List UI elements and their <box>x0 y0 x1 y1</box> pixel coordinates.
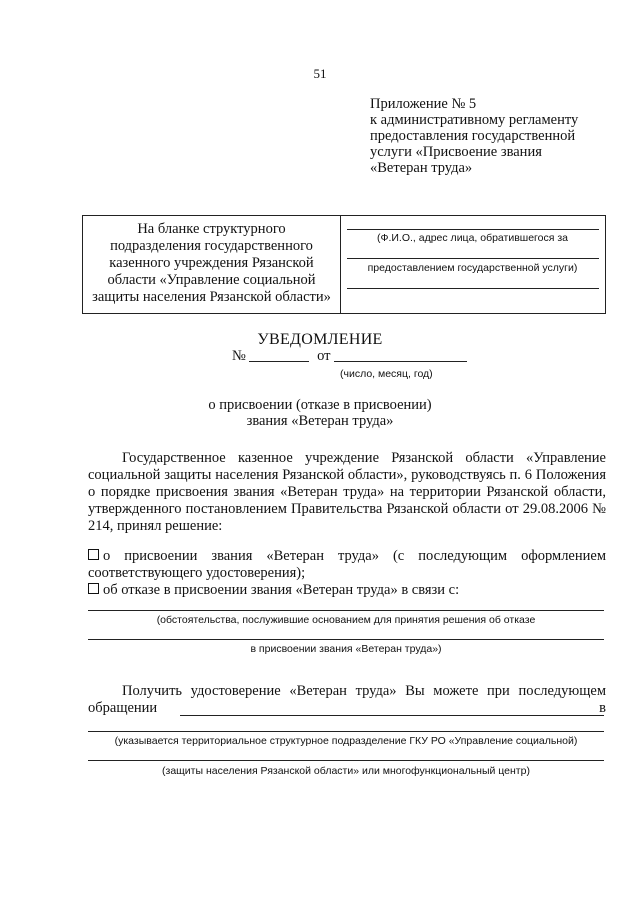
obtain-caption-2: (защиты населения Рязанской области» или многофункциональный центр) <box>162 765 530 777</box>
refusal-reason-line-1[interactable] <box>88 610 604 611</box>
letterhead-line: На бланке структурного <box>137 221 286 237</box>
number-label: № <box>232 348 246 364</box>
refuse-checkbox[interactable] <box>88 583 99 594</box>
obtain-place-line-3[interactable] <box>88 760 604 761</box>
obtain-text: Получить удостоверение «Ветеран труда» Вы можете при последующем обращении в <box>88 683 606 716</box>
recipient-caption-1: (Ф.И.О., адрес лица, обратившегося за <box>376 232 569 244</box>
notice-subject <box>0 397 640 429</box>
letterhead-line: защиты населения Рязанской области» <box>92 289 331 305</box>
obtain-paragraph <box>88 683 606 717</box>
option-assign <box>88 548 606 582</box>
number-date-line <box>232 348 467 365</box>
appendix-line: предоставления государственной <box>370 128 576 144</box>
refusal-caption-1: (обстоятельства, послужившие основанием для принятия решения об отказе <box>156 614 536 626</box>
recipient-line-2[interactable] <box>347 258 599 259</box>
obtain-caption-1: (указывается территориальное структурное подразделение ГКУ РО «Управление социальной) <box>114 735 578 747</box>
option-refuse-text: об отказе в присвоении звания «Ветеран труда» в связи с: <box>103 582 460 598</box>
option-refuse <box>88 582 606 599</box>
letterhead-line: области «Управление социальной <box>107 272 316 288</box>
obtain-place-line[interactable] <box>180 715 604 716</box>
notice-title: УВЕДОМЛЕНИЕ <box>257 331 383 348</box>
recipient-line-1[interactable] <box>347 229 599 230</box>
refusal-reason-line-2[interactable] <box>88 639 604 640</box>
letterhead-note <box>83 221 340 306</box>
appendix-block <box>370 96 630 176</box>
appendix-line: «Ветеран труда» <box>370 160 473 176</box>
page-number: 51 <box>313 66 327 81</box>
box-divider <box>340 216 341 313</box>
subject-line: звания «Ветеран труда» <box>246 413 394 429</box>
obtain-place-line-2[interactable] <box>88 731 604 732</box>
date-caption: (число, месяц, год) <box>340 368 433 380</box>
header-box <box>82 215 606 314</box>
refusal-caption-2: в присвоении звания «Ветеран труда») <box>250 643 442 655</box>
number-field[interactable] <box>249 349 309 362</box>
letterhead-line: казенного учреждения Рязанской <box>109 255 314 271</box>
from-label: от <box>317 348 331 364</box>
letterhead-line: подразделения государственного <box>110 238 313 254</box>
recipient-caption-2: предоставлением государственной услуги) <box>367 262 578 274</box>
appendix-line: Приложение № 5 <box>370 96 477 112</box>
assign-checkbox[interactable] <box>88 549 99 560</box>
appendix-line: к административному регламенту <box>370 112 579 128</box>
decision-paragraph: Государственное казенное учреждение Рязанской области «Управление социальной защиты населения Рязанской области», руководствуясь п. 6 Положения о порядке присвоения звания «Ветеран труда» на территории Рязанской области, утвержденного постановлением Правительства Рязанской области от 29.08.2006 № 214, принял решение: <box>88 450 606 534</box>
recipient-line-3[interactable] <box>347 288 599 289</box>
option-assign-text: о присвоении звания «Ветеран труда» (с последующим оформлением соответствующего удостоверения); <box>88 548 606 581</box>
appendix-line: услуги «Присвоение звания <box>370 144 542 160</box>
date-field[interactable] <box>334 349 467 362</box>
subject-line: о присвоении (отказе в присвоении) <box>208 397 432 413</box>
